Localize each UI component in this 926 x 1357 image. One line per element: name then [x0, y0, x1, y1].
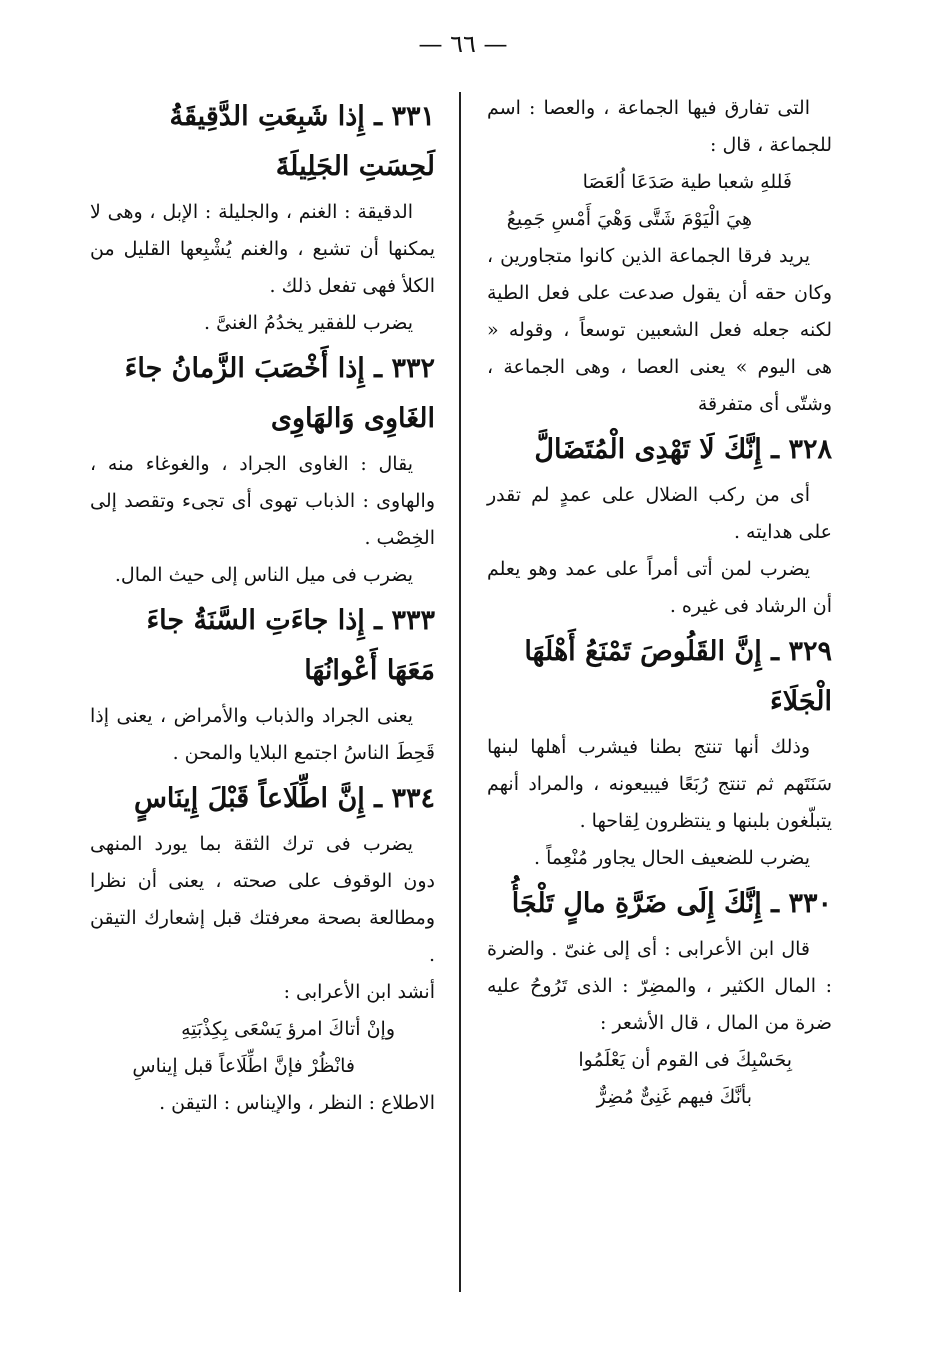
right-column — [487, 90, 832, 1116]
page-number: — ٦٦ — — [418, 30, 508, 58]
entry-heading: ٣٣١ ـ إِذا شَبِعَتِ الدَّقِيقَةُ لَحِسَتِ الجَلِيلَةَ — [169, 101, 435, 182]
body-paragraph: يضرب لمن أتى أمراً على عمد وهو يعلم أن الرشاد فى غيره . — [487, 558, 832, 617]
body-paragraph: أنشد ابن الأعرابى : — [283, 981, 435, 1003]
entry-heading: ٣٣٢ ـ إِذا أَخْصَبَ الزَّمانُ جاءَ الغَاوِى وَالهَاوِى — [124, 353, 435, 434]
body-paragraph: الاطلاع : النظر ، والإيناس : التيقن . — [159, 1092, 435, 1114]
verse-line: بأنَّكَ فيهم غَنِىٌّ مُضِرٌّ — [596, 1086, 752, 1108]
verse-line: فَللهِ شعبا طية صَدَعَا اُلعَصَا — [582, 171, 792, 193]
left-column — [90, 90, 435, 1122]
entry-heading: ٣٢٩ ـ إِنَّ القَلُوصَ تَمْنَعُ أَهْلَهَا الْجَلَاءَ — [524, 636, 832, 717]
body-paragraph: التى تفارق فيها الجماعة ، والعصا : اسم للجماعة ، قال : — [487, 97, 832, 156]
verse-line: هِيَ الْيَوْمَ شَتَّى وَهْيَ أَمْسِ جَمِيعُ — [506, 208, 752, 230]
body-paragraph: يضرب للفقير يخدُمُ الغنىَّ . — [204, 312, 413, 334]
body-paragraph: يعنى الجراد والذباب والأمراض ، يعنى إذا قَحِطَ الناسُ اجتمع البلايا والمحن . — [90, 705, 435, 764]
entry-heading: ٣٣٣ ـ إِذا جاءَتِ السَّنَةُ جاءَ مَعَهَا أَعْوانُهَا — [146, 605, 435, 686]
entry-heading: ٣٣٤ ـ إِنَّ اطِّلَاعاً قَبْلَ إِينَاسٍ — [133, 783, 435, 814]
column-divider — [459, 92, 461, 1292]
verse-line: وإنْ أتاكَ امرؤ يَسْعَى بِكِذْبَتِهِ — [181, 1018, 395, 1040]
body-paragraph: وذلك أنها تنتج بطنا فيشرب أهلها لبنها سَنَتَهم ثم تنتج رُبَعًا فيبيعونه ، والمراد أنهم يتبلّغون بلبنها و ينتظرون لِقاحها . — [487, 736, 832, 832]
body-paragraph: يقال : الغاوى الجراد ، والغوغاء منه ، والهاوى : الذباب تهوى أى تجىء وتقصد إلى الخِصْب . — [90, 453, 435, 549]
entry-heading: ٣٢٨ ـ إِنَّكَ لَا تَهْدِى الْمُتَضَالَّ — [534, 434, 832, 465]
body-paragraph: أى من ركب الضلال على عمدٍ لم تقدر على هدايته . — [487, 484, 832, 543]
verse-line: بِحَسْبِكَ فى القوم أن يَعْلَمُوا — [578, 1049, 792, 1071]
entry-heading: ٣٣٠ ـ إِنَّكَ إِلَى ضَرَّةِ مالٍ تَلْجَأُ — [511, 888, 832, 919]
body-paragraph: يضرب للضعيف الحال يجاور مُنْعِماً . — [534, 847, 810, 869]
body-paragraph: الدقيقة : الغنم ، والجليلة : الإبل ، وهى لا يمكنها أن تشبع ، والغنم يُشْبِعها القليل من الكلأ فهى تفعل ذلك . — [90, 201, 435, 297]
body-paragraph: يضرب فى ترك الثقة بما يورد المنهى دون الوقوف على صحته ، يعنى أن نظرا ومطالعة بصحة معرفتك قبل إشعارك التيقن . — [90, 833, 435, 966]
body-paragraph: يريد فرقا الجماعة الذين كانوا متجاورين ، وكان حقه أن يقول صدعت على فعل الطية لكنه جعله فعل الشعبين توسعاً ، وقوله « هى اليوم » يعنى العصا ، وهى الجماعة ، وشتّى أى متفرقة — [487, 245, 832, 415]
verse-line: فانْظُرْ فإنَّ اطِّلَاعاً قبل إيناسِ — [132, 1055, 355, 1077]
body-paragraph: يضرب فى ميل الناس إلى حيث المال. — [114, 564, 413, 586]
body-paragraph: قال ابن الأعرابى : أى إلى غنىّ . والضرة : المال الكثير ، والمضِرّ : الذى تَرُوحُ عليه ضرة من المال ، قال الأشعر : — [487, 938, 832, 1034]
